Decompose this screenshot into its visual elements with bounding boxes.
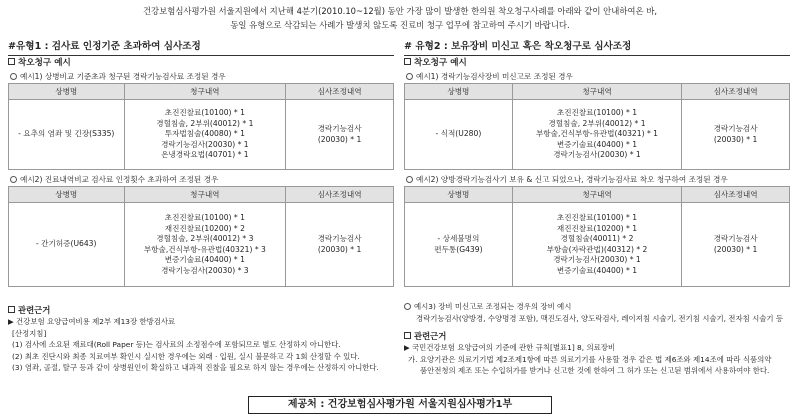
intro-text [0, 4, 800, 32]
header-claim: 청구내역 [124, 84, 286, 100]
table-row [405, 100, 790, 170]
square-bullet-icon [8, 306, 15, 313]
type2-example2-caption [404, 173, 790, 186]
table-row [405, 203, 790, 287]
type2-basis-title-text: 관련근거 [414, 331, 447, 341]
claim-item: 경락기능검사(20030) * 1 [161, 139, 249, 149]
type1-basis-line-text: 건강보험 요양급여비용 제2부 제13장 한방검사료 [16, 317, 176, 326]
disease-line: 편두통(G439) [434, 244, 483, 254]
header-disease: 상병명 [405, 84, 513, 100]
adjust-cell: 경락기능검사 (20030) * 1 [682, 203, 790, 287]
claim-item: 부항술(자락관법)(40312) * 2 [546, 244, 648, 254]
source-footer: 제공처 : 건강보험심사평가원 서울지원심사평가1부 [248, 396, 552, 414]
intro-line-2: 동일 유형으로 삭감되는 사례가 발생치 않도록 진료비 청구 업무에 참고하여 주시기 바랍니다. [230, 20, 570, 30]
triangle-bullet-icon: ▶ [8, 317, 17, 326]
disease-cell: - 식적(U280) [405, 100, 513, 170]
header-claim: 청구내역 [124, 187, 286, 203]
type1-basis-line: (2) 최초 진단시와 최종 치료여부 확인시 실시한 경우에는 외래 · 입원, 실시 불문하고 각 1회 산정할 수 있다. [12, 351, 360, 361]
circle-bullet-icon [10, 73, 17, 80]
type2-example3-caption-text: 예시3) 장비 미신고로 조정되는 경우의 장비 예시 [414, 302, 572, 311]
type2-column [404, 40, 790, 287]
header-claim: 청구내역 [512, 84, 681, 100]
type2-example3-detail: 경락기능검사(양방경, 수양명경 포함), 맥진도검사, 양도락검사, 레이져침 시술기, 전기침 시술기, 전자침 시술기 등 [416, 313, 783, 323]
claim-item: 온냉경락요법(40701) * 1 [161, 150, 249, 160]
disease-cell: - 간기허증(U643) [9, 203, 125, 287]
type1-section-title [8, 57, 394, 70]
claim-item: 변증기술료(40400) * 1 [164, 255, 245, 264]
type1-basis-line: [산정지침] [12, 328, 47, 338]
claim-item: 경락기능검사(20030) * 1 [553, 255, 641, 264]
type2-example3 [404, 301, 796, 324]
type2-example2-table [404, 186, 790, 287]
claim-items-cell [512, 100, 681, 170]
claim-item: 경락기능검사(20030) * 3 [161, 265, 249, 275]
type2-example1-table [404, 83, 790, 170]
header-adjust: 심사조정내역 [682, 187, 790, 203]
adjust-cell: 경락기능검사 (20030) * 1 [286, 203, 394, 287]
claim-item: 재진진찰료(10200) * 2 [164, 223, 245, 233]
type2-basis-line: 가. 요양기관은 의료기기법 제2조제1항에 따른 의료기기를 사용할 경우 같은 법 제6조와 제14조에 따라 식품의약 [408, 354, 772, 364]
adjust-cell: 경락기능검사 (20030) * 1 [286, 100, 394, 170]
claim-item: 초진진찰료(10100) * 1 [164, 108, 245, 118]
type2-basis-line: 품안전청의 제조 또는 수입허가를 받거나 신고한 것에 한하여 그 허가 또는 신고된 범위에서 사용하여야 한다. [420, 366, 770, 375]
type1-example2-caption-text: 예시2) 진료내역비교 검사료 인정횟수 초과하여 조정된 경우 [20, 175, 219, 184]
claim-items-cell [124, 100, 286, 170]
claim-items-cell [512, 203, 681, 287]
disease-line: - 상세불명의 [437, 234, 480, 243]
header-adjust: 심사조정내역 [286, 187, 394, 203]
type2-example2-caption-text: 예시2) 양방경락기능검사기 보유 & 신고 되었으나, 경락기능검사료 착오 청구하여 조정된 경우 [416, 175, 728, 184]
triangle-bullet-icon: ▶ [404, 343, 413, 352]
type2-example1-caption-text: 예시1) 경락기능검사장비 미신고로 조정된 경우 [416, 72, 573, 81]
type2-basis-line [404, 342, 794, 354]
claim-item: 투자법침술(40080) * 1 [164, 129, 245, 139]
disease-cell: - 요추의 염좌 및 긴장(S335) [9, 100, 125, 170]
square-bullet-icon [404, 332, 411, 339]
type2-title: # 유형2 : 보유장비 미신고 혹은 착오청구로 심사조정 [404, 40, 790, 56]
type2-basis [404, 330, 794, 377]
header-disease: 상병명 [9, 84, 125, 100]
header-claim: 청구내역 [512, 187, 681, 203]
header-disease: 상병명 [405, 187, 513, 203]
table-row [9, 203, 394, 287]
type1-basis-title-text: 관련근거 [18, 305, 51, 315]
circle-bullet-icon [406, 73, 413, 80]
adjust-cell: 경락기능검사 (20030) * 1 [682, 100, 790, 170]
circle-bullet-icon [406, 176, 413, 183]
intro-line-1: 건강보험심사평가원 서울지원에서 지난해 4분기(2010.10~12월) 동안 가장 많이 발생한 한의원 착오청구사례를 아래와 같이 안내하여온 바, [142, 6, 658, 16]
table-row [9, 100, 394, 170]
circle-bullet-icon [10, 176, 17, 183]
type1-example2-caption [8, 173, 394, 186]
claim-item: 경락기능검사(20030) * 1 [553, 150, 641, 160]
claim-item: 경혈침술, 2부위(40012) * 1 [548, 118, 646, 128]
type1-example2-table [8, 186, 394, 287]
claim-item: 초진진찰료(10100) * 1 [164, 213, 245, 222]
claim-item: 초진진찰료(10100) * 1 [556, 213, 638, 222]
type1-example1-caption-text: 예시1) 상병비교 기준초과 청구된 경락기능검사료 조정된 경우 [20, 72, 226, 81]
type1-column [8, 40, 394, 287]
type1-basis-title [8, 304, 394, 316]
type1-example1-caption [8, 70, 394, 83]
type1-title: #유형1 : 검사료 인정기준 초과하여 심사조정 [8, 40, 394, 56]
type1-example1-table [8, 83, 394, 170]
disease-cell [405, 203, 513, 287]
type2-basis-title [404, 330, 794, 342]
claim-item: 경혈침술, 2부위(40012) * 1 [156, 118, 254, 128]
claim-item: 경혈침술, 2부위(40012) * 3 [156, 234, 254, 243]
type1-basis-line: (1) 검사에 소요된 재료대(Roll Paper 등)는 검사료의 소정점수에 포함되므로 별도 산정하지 아니한다. [12, 340, 341, 349]
claim-item: 초진진찰료(10100) * 1 [556, 108, 638, 118]
type2-example3-caption [404, 301, 796, 313]
type1-section-label: 착오청구 예시 [18, 58, 71, 68]
square-bullet-icon [8, 58, 15, 65]
type2-example1-caption [404, 70, 790, 83]
type1-basis [8, 304, 394, 374]
header-adjust: 심사조정내역 [682, 84, 790, 100]
square-bullet-icon [404, 58, 411, 65]
type2-basis-line-text: 국민건강보험 요양급여의 기준에 관한 규칙[별표1] 8, 의료장비 [412, 343, 616, 352]
claim-item: 부항술,건식부항-유관법(40321) * 3 [143, 244, 266, 254]
claim-item: 변증기술료(40400) * 1 [556, 139, 638, 149]
type1-basis-line: (3) 염좌, 골절, 탈구 등과 같이 상병원인이 확실하고 내과적 진찰을 필요로 하지 않는 경우에는 산정하지 아니한다. [12, 363, 379, 372]
type1-basis-line [8, 316, 394, 328]
claim-items-cell [124, 203, 286, 287]
type2-section-label: 착오청구 예시 [414, 58, 467, 68]
claim-item: 경혈침술(40011) * 2 [560, 234, 634, 243]
type2-section-title [404, 57, 790, 70]
header-disease: 상병명 [9, 187, 125, 203]
header-adjust: 심사조정내역 [286, 84, 394, 100]
circle-bullet-icon [404, 303, 411, 310]
claim-item: 부항술,건식부항-유관법(40321) * 1 [535, 129, 659, 139]
claim-item: 재진진찰료(10200) * 1 [556, 223, 638, 233]
claim-item: 변증기술료(40400) * 1 [556, 265, 638, 275]
